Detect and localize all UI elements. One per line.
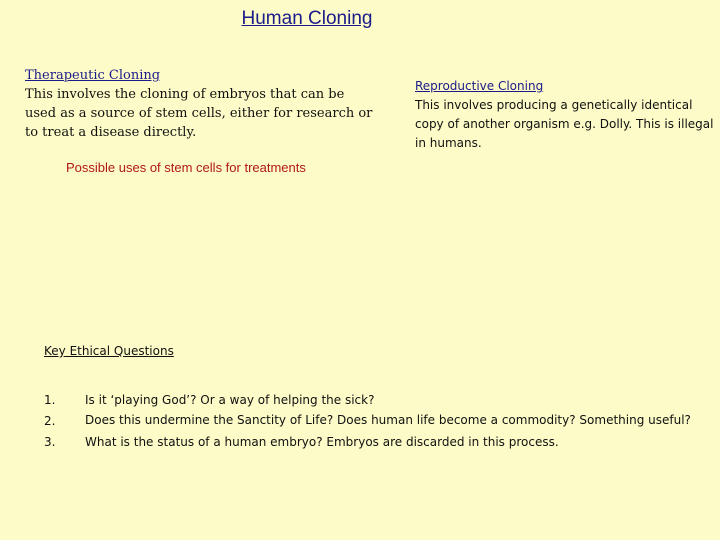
question-number: 3.: [44, 435, 56, 449]
reproductive-cloning-text: This involves producing a genetically identical copy of another organism e.g. Dolly. This is illegal in humans.: [415, 98, 714, 150]
question-text: Is it ‘playing God’? Or a way of helping the sick?: [85, 393, 375, 407]
question-item: [44, 411, 714, 432]
question-item: [44, 390, 714, 411]
stem-cell-uses-label: Possible uses of stem cells for treatments: [66, 160, 306, 175]
therapeutic-cloning-text: This involves the cloning of embryos that can be used as a source of stem cells, either for research or to treat a disease directly.: [25, 87, 373, 140]
ethical-questions-list: [44, 390, 714, 453]
ethical-questions-heading: Key Ethical Questions: [44, 344, 174, 358]
question-text: Does this undermine the Sanctity of Life? Does human life become a commodity? Something useful?: [85, 413, 691, 427]
therapeutic-cloning-section: [25, 66, 375, 142]
page-title: Human Cloning: [241, 8, 373, 29]
question-text: What is the status of a human embryo? Embryos are discarded in this process.: [85, 435, 559, 449]
therapeutic-cloning-heading: Therapeutic Cloning: [25, 68, 161, 83]
reproductive-cloning-heading: Reproductive Cloning: [415, 79, 544, 93]
question-number: 1.: [44, 393, 56, 407]
question-number: 2.: [44, 414, 56, 428]
question-item: [44, 432, 714, 453]
reproductive-cloning-section: [415, 77, 720, 153]
